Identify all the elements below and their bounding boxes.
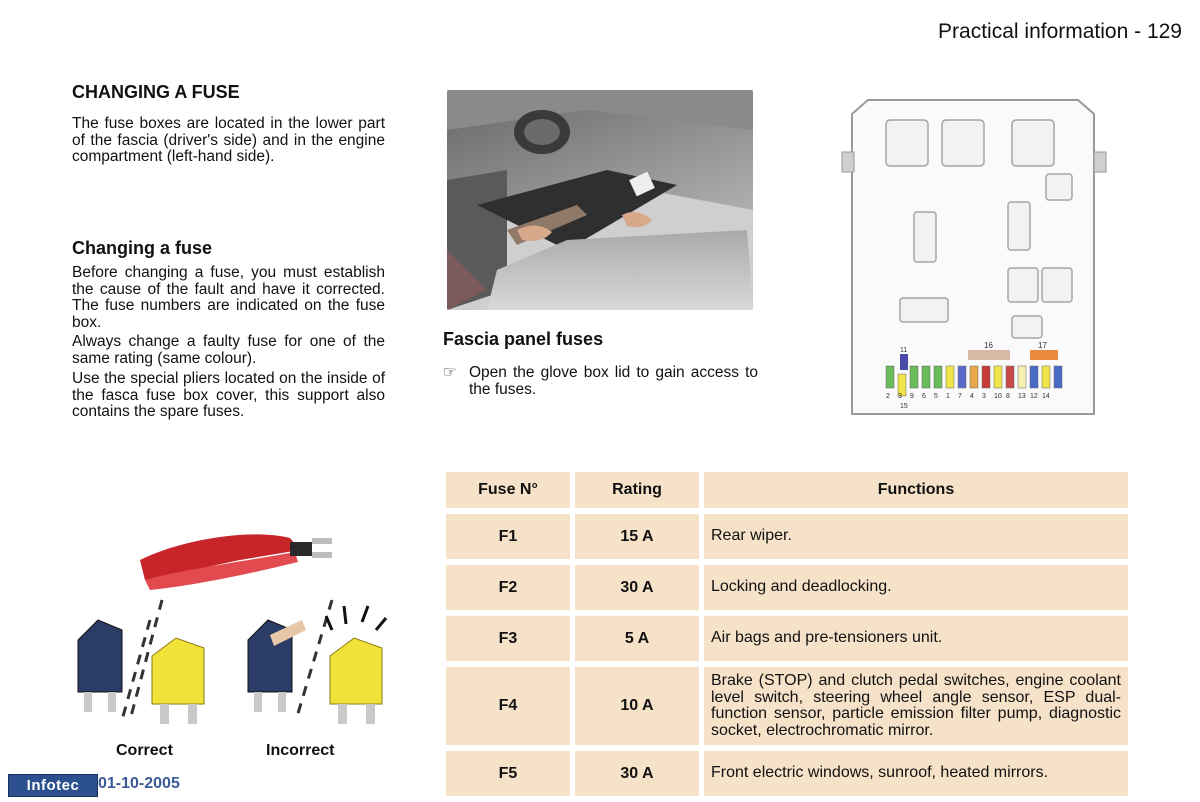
fuse-function: Air bags and pre-tensioners unit. <box>704 616 1128 661</box>
diagram-slot-number: 9 <box>910 393 914 400</box>
diagram-slot-number: 14 <box>1042 393 1050 400</box>
fuse-id: F2 <box>446 565 570 610</box>
fuse-rating: 30 A <box>575 565 699 610</box>
caption-incorrect: Incorrect <box>266 742 335 759</box>
page-header-title: Practical information - 129 <box>938 20 1182 43</box>
fuse-id: F1 <box>446 514 570 559</box>
fuse-function: Brake (STOP) and clutch pedal switches, engine coolant level switch, steering wheel angle sensor, ESP dual-function sensor, particle emission filter pump, diagnostic socket, electrochromatic mirror. <box>704 667 1128 745</box>
fuse-id: F3 <box>446 616 570 661</box>
diagram-slot-number: 1 <box>946 393 950 400</box>
table-row <box>446 616 1128 661</box>
fascia-title: Fascia panel fuses <box>443 329 604 349</box>
diagram-slot-number: 5 <box>934 393 938 400</box>
diagram-slot-number: 2 <box>886 393 890 400</box>
fuse-box-diagram <box>838 96 1110 418</box>
diagram-slot-number: 3 <box>982 393 986 400</box>
table-row <box>446 667 1128 745</box>
fuse-function: Rear wiper. <box>704 514 1128 559</box>
pointing-hand-icon: ☞ <box>443 364 457 381</box>
diagram-slot-number: 8 <box>1006 393 1010 400</box>
subsection-title: Changing a fuse <box>72 238 213 258</box>
fuse-table-header-row <box>446 472 1128 508</box>
header-functions: Functions <box>704 472 1128 508</box>
diagram-slot-number: 10 <box>994 393 1002 400</box>
fuse-rating: 30 A <box>575 751 699 796</box>
section-intro: The fuse boxes are located in the lower part of the fascia (driver's side) and in the engine compartment (left-hand side). <box>72 115 385 165</box>
table-row <box>446 751 1128 796</box>
table-row <box>446 514 1128 559</box>
fuse-blue-incorrect-icon <box>248 620 306 712</box>
fuse-rating: 5 A <box>575 616 699 661</box>
diagram-slot-number: 3 <box>898 393 902 400</box>
diagram-slot-number: 6 <box>922 393 926 400</box>
fuse-rating: 10 A <box>575 667 699 745</box>
fuse-rating: 15 A <box>575 514 699 559</box>
fuse-id: F4 <box>446 667 570 745</box>
fuse-function: Front electric windows, sunroof, heated mirrors. <box>704 751 1128 796</box>
pliers-icon <box>140 534 332 590</box>
diagram-slot-number: 4 <box>970 393 974 400</box>
glove-box-photo <box>447 90 753 310</box>
infotec-logo: Infotec <box>8 774 98 797</box>
diagram-label-15: 15 <box>900 403 908 410</box>
diagram-label-11: 11 <box>900 347 908 354</box>
fuse-function: Locking and deadlocking. <box>704 565 1128 610</box>
fascia-instruction <box>443 364 758 398</box>
fascia-instruction-text: Open the glove box lid to gain access to the fuses. <box>469 364 758 398</box>
diagram-slot-number: 13 <box>1018 393 1026 400</box>
fuse-id: F5 <box>446 751 570 796</box>
diagram-slot-number: 7 <box>958 393 962 400</box>
paragraph-same-rating: Always change a faulty fuse for one of the same rating (same colour). <box>72 333 385 367</box>
footer-date: 01-10-2005 <box>98 775 180 792</box>
section-title: CHANGING A FUSE <box>72 82 240 102</box>
diagram-label-16: 16 <box>984 341 993 350</box>
diagram-slot-number: 12 <box>1030 393 1038 400</box>
table-row <box>446 565 1128 610</box>
paragraph-special-pliers: Use the special pliers located on the inside of the fasca fuse box cover, this support also contains the spare fuses. <box>72 370 385 420</box>
diagram-label-17: 17 <box>1038 341 1047 350</box>
paragraph-establish-cause: Before changing a fuse, you must establish the cause of the fault and have it corrected. The fuse numbers are indicated on the fuse box. <box>72 264 385 331</box>
caption-correct: Correct <box>116 742 173 759</box>
fuse-yellow-incorrect-icon <box>326 606 386 724</box>
header-rating: Rating <box>575 472 699 508</box>
fuse-table <box>441 466 1133 802</box>
header-fuse-number: Fuse N° <box>446 472 570 508</box>
fuse-pliers-illustration <box>70 520 400 740</box>
fuse-blue-correct-icon <box>78 620 122 712</box>
fuse-yellow-correct-icon <box>152 638 204 724</box>
